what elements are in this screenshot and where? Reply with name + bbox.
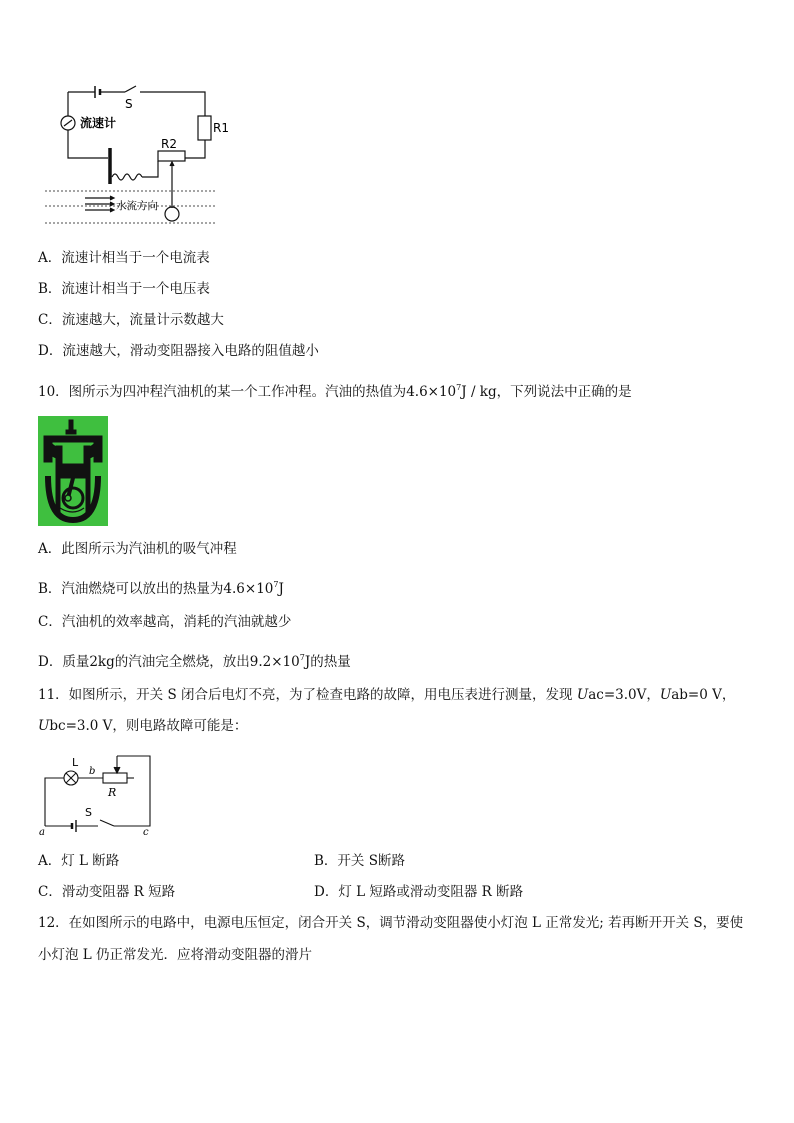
q11-option-c[interactable]: C．滑动变阻器 R 短路 [38,884,176,900]
q10-option-d[interactable] [38,648,351,672]
q10-stem [38,378,632,402]
engine-stroke-image [38,416,108,526]
q9-option-b[interactable]: B．流速计相当于一个电压表 [38,281,210,297]
lamp-label: L [72,756,79,769]
q10-option-c[interactable]: C．汽油机的效率越高，消耗的汽油就越少 [38,614,292,630]
q11-stem-text: 11．如图所示，开关 S 闭合后电灯不亮，为了检查电路的故障，用电压表进行测量，发现 [38,687,577,703]
lamp-circuit-diagram [36,752,161,836]
flowmeter-label: 流速计 [80,116,117,130]
q10-option-a[interactable]: A．此图所示为汽油机的吸气冲程 [38,541,237,557]
q10-option-d-mass: 2kg [89,654,115,670]
q10-option-d-unit: J [304,654,311,670]
q10-option-d-exp: 7 [299,653,305,662]
q10-heat-value: 4.6×10 [406,384,457,400]
switch-label: S [125,97,133,111]
q10-option-d-value: 9.2×10 [249,654,300,670]
q11-u2-symbol: U [659,687,672,703]
q12-stem-line1: 12．在如图所示的电路中，电源电压恒定，闭合开关 S，调节滑动变阻器使小灯泡 L 正常发光; 若再断开开关 S，要使 [38,915,744,931]
q9-option-d[interactable]: D．流速越大，滑动变阻器接入电路的阻值越小 [38,343,319,359]
q11-u2-value: ab=0 V， [671,687,736,703]
water-flow-label: 水流方向 [116,200,158,212]
q10-option-b-unit: J [278,581,284,597]
q11-stem-line2 [38,716,247,736]
q11-u3-symbol: U [38,718,50,734]
point-c-label: c [143,827,149,836]
q11-stem-line1 [38,685,735,705]
q10-option-b-text: B．汽油燃烧可以放出的热量为 [38,581,224,597]
r1-label: R1 [213,121,229,135]
q10-option-b[interactable] [38,575,284,599]
q10-option-d-mid: 的汽油完全燃烧，放出 [114,654,250,670]
q11-option-a[interactable]: A．灯 L 断路 [38,853,120,869]
q10-option-d-post: 的热量 [310,654,351,670]
point-b-label: b [89,766,96,777]
q10-stem-pre: 10．图所示为四冲程汽油机的某一个工作冲程。汽油的热值为 [38,384,407,400]
q9-option-a[interactable]: A．流速计相当于一个电流表 [38,250,210,266]
q12-stem-line2: 小灯泡 L 仍正常发光．应将滑动变阻器的滑片 [38,947,313,963]
q10-option-b-exp: 7 [273,580,279,589]
point-a-label: a [39,827,45,836]
q11-option-b[interactable]: B．开关 S断路 [314,853,405,869]
q10-heat-exp: 7 [456,383,462,392]
q11-u1-value: ac=3.0V， [588,687,660,703]
q10-option-b-value: 4.6×10 [223,581,274,597]
q11-u1-symbol: U [576,687,589,703]
q10-option-d-pre: D．质量 [38,654,90,670]
flowmeter-circuit-diagram [40,78,230,238]
q10-heat-unit: J / kg [461,384,497,400]
r2-label: R2 [161,137,177,151]
q10-stem-post: ，下列说法中正确的是 [496,384,632,400]
q9-option-c[interactable]: C．流速越大，流量计示数越大 [38,312,224,328]
switch-s-label: S [85,806,92,819]
q11-u3-value: bc=3.0 V，则电路故障可能是： [49,718,248,734]
q11-option-d[interactable]: D．灯 L 短路或滑动变阻器 R 断路 [314,884,524,900]
rheostat-label: R [108,786,117,799]
